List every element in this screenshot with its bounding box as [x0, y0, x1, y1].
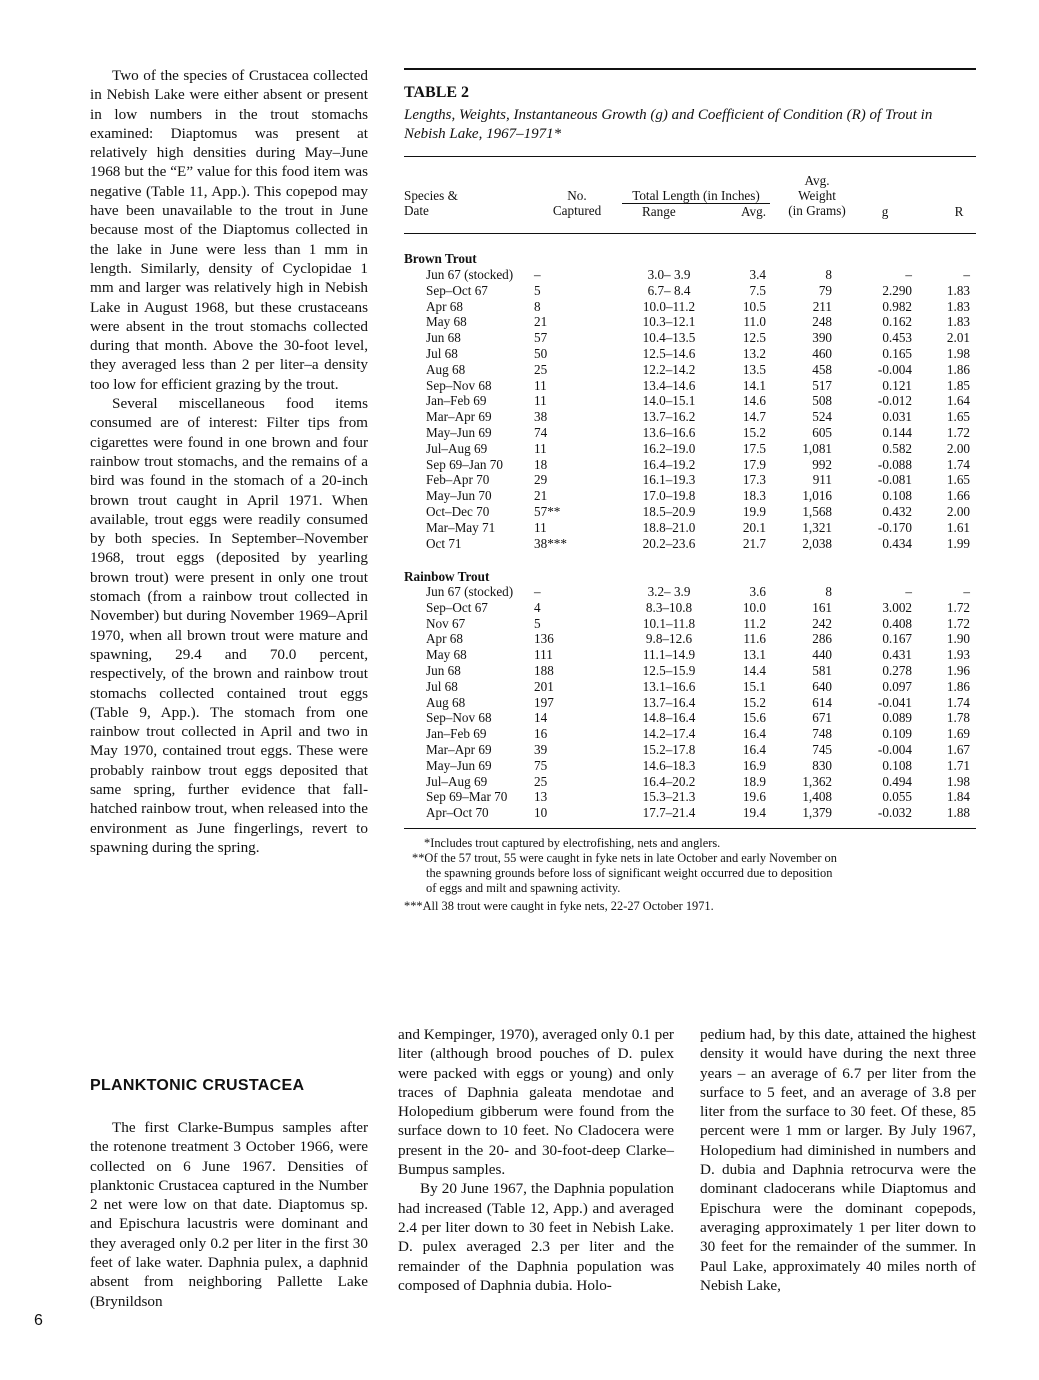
rainbow-row — [404, 789, 976, 805]
cell-captured: 197 — [534, 694, 554, 710]
cell-date: May 68 — [426, 647, 467, 663]
cell-length-avg: 12.5 — [742, 330, 766, 346]
cell-length-avg: 18.9 — [742, 773, 766, 789]
cell-condition-r: 1.85 — [946, 377, 970, 393]
cell-growth-g: 0.109 — [882, 726, 912, 742]
header-no-captured: No. Captured — [552, 188, 602, 218]
cell-length-avg: 3.4 — [749, 267, 766, 282]
header-total-length: Total Length (in Inches) Range Avg. — [622, 188, 770, 219]
brown-row — [404, 330, 976, 346]
cell-weight: 671 — [812, 710, 832, 726]
cell-growth-g: 0.431 — [882, 647, 912, 663]
cell-date: May–Jun 70 — [426, 488, 492, 504]
cell-date: Oct 71 — [426, 535, 462, 551]
cell-captured: 75 — [534, 757, 548, 773]
rainbow-row — [404, 695, 976, 711]
cell-growth-g: 0.144 — [882, 425, 912, 440]
cell-condition-r: – — [963, 267, 970, 282]
cell-growth-g: 3.002 — [882, 599, 912, 615]
cell-date: Sep–Nov 68 — [426, 377, 492, 393]
cell-growth-g: 0.494 — [882, 773, 912, 789]
cell-length-range: 13.7–16.2 — [642, 409, 696, 425]
planktonic-column — [90, 1118, 368, 1311]
table-bottom-rule — [404, 828, 976, 829]
cell-growth-g: 0.165 — [882, 346, 912, 361]
planktonic-paragraph: The first Clarke-Bumpus samples after the rotenone treatment 3 October 1966, were collected on 6 June 1967. Densities of planktonic Crustacea captured in the Number 2 net were low on that date. Diaptomus sp. and Epischura lacustris were dominant and they averaged only 0.2 per liter in the first 30 feet of lake water. Daphnia pulex, a daphnid absent from neighboring Pallette Lake (Brynildson — [90, 1119, 368, 1310]
cell-date: May–Jun 69 — [426, 425, 492, 440]
cell-condition-r: – — [963, 584, 970, 599]
cell-growth-g: 0.453 — [882, 330, 912, 346]
cell-captured: 188 — [534, 663, 554, 678]
cell-condition-r: 1.84 — [946, 789, 970, 805]
cell-condition-r: 1.66 — [946, 488, 970, 504]
cell-weight: 830 — [812, 757, 832, 773]
cell-growth-g: -0.004 — [877, 361, 912, 377]
cell-condition-r: 2.00 — [946, 504, 970, 519]
brown-row — [404, 362, 976, 378]
cell-length-avg: 10.5 — [742, 298, 766, 314]
right-column — [700, 1025, 976, 1295]
cell-length-avg: 15.2 — [742, 425, 766, 440]
cell-weight: 517 — [812, 377, 832, 393]
table-top-rule — [404, 68, 976, 70]
cell-growth-g: 0.121 — [882, 377, 912, 393]
rainbow-row — [404, 584, 976, 600]
caption-rule — [404, 156, 976, 157]
cell-weight: 390 — [812, 330, 832, 346]
cell-captured: 21 — [534, 488, 548, 504]
table-caption: Lengths, Weights, Instantaneous Growth (g) and Coefficient of Condition (R) of Trout in Nebish Lake, 1967–1971* — [404, 107, 933, 142]
cell-length-avg: 13.5 — [742, 361, 766, 377]
cell-growth-g: -0.081 — [877, 472, 912, 488]
brown-row — [404, 378, 976, 394]
cell-condition-r: 1.65 — [946, 409, 970, 425]
cell-length-avg: 19.9 — [742, 504, 766, 519]
cell-captured: 38*** — [534, 535, 567, 551]
middle-paragraph-1: and Kempinger, 1970), averaged only 0.1 per liter (although brood pouches of D. pulex were packed with eggs or young) and only traces of Daphnia galeata mendotae and Holopedium gibberum were found from the surface down to 10 feet. No Cladocera were present in the 20- and 30-foot-deep Clarke–Bumpus samples. — [398, 1026, 674, 1179]
cell-length-avg: 15.6 — [742, 710, 766, 726]
cell-growth-g: -0.004 — [877, 742, 912, 757]
cell-date: Sep–Nov 68 — [426, 710, 492, 726]
cell-length-avg: 13.1 — [742, 647, 766, 663]
cell-date: Jun 67 (stocked) — [426, 267, 514, 282]
cell-length-range: 18.8–21.0 — [642, 519, 696, 535]
rainbow-row — [404, 631, 976, 647]
cell-growth-g: 0.167 — [882, 631, 912, 647]
cell-condition-r: 1.98 — [946, 773, 970, 789]
cell-condition-r: 2.01 — [946, 330, 970, 346]
cell-condition-r: 1.96 — [946, 663, 970, 678]
cell-growth-g: -0.088 — [877, 456, 912, 472]
cell-date: Apr–Oct 70 — [426, 805, 489, 821]
cell-length-avg: 18.3 — [742, 488, 766, 504]
header-rule — [404, 233, 976, 234]
cell-captured: 39 — [534, 742, 548, 757]
rainbow-row — [404, 726, 976, 742]
cell-length-range: 10.4–13.5 — [642, 330, 696, 346]
cell-length-avg: 14.1 — [742, 377, 766, 393]
cell-length-range: 18.5–20.9 — [642, 504, 696, 519]
cell-date: Jul–Aug 69 — [426, 773, 488, 789]
cell-weight: 460 — [812, 346, 832, 361]
cell-condition-r: 1.74 — [946, 456, 970, 472]
page-number: 6 — [34, 1312, 43, 1329]
cell-growth-g: 0.432 — [882, 504, 912, 519]
cell-length-range: 17.0–19.8 — [642, 488, 696, 504]
footnote-2-line-3: of eggs and milt and spawning activity. — [426, 881, 621, 895]
cell-captured: 29 — [534, 472, 548, 488]
cell-condition-r: 1.98 — [946, 346, 970, 361]
brown-trout-label: Brown Trout — [404, 251, 477, 266]
cell-condition-r: 1.93 — [946, 647, 970, 663]
middle-paragraph-2: By 20 June 1967, the Daphnia population had increased (Table 12, App.) and averaged 2.4 per liter down to 30 feet in Nebish Lake. D. pulex averaged 2.3 per liter and the remainder of the Daphnia population was composed of Daphnia dubia. Holo- — [398, 1180, 674, 1294]
cell-length-avg: 20.1 — [742, 519, 766, 535]
cell-length-range: 13.6–16.6 — [642, 425, 696, 440]
cell-date: Apr 68 — [426, 298, 463, 314]
cell-weight: 458 — [812, 361, 832, 377]
cell-captured: 25 — [534, 773, 548, 789]
cell-weight: 211 — [812, 298, 832, 314]
cell-condition-r: 1.67 — [946, 742, 970, 757]
cell-length-avg: 10.0 — [742, 599, 766, 615]
cell-growth-g: 0.055 — [882, 789, 912, 805]
brown-row — [404, 267, 976, 283]
rainbow-row — [404, 774, 976, 790]
cell-date: Sep 69–Mar 70 — [426, 789, 508, 805]
cell-length-range: 10.3–12.1 — [642, 314, 696, 330]
footnote-2-line-2: the spawning grounds before loss of significant weight occurred due to deposition — [426, 866, 833, 880]
cell-captured: 11 — [534, 393, 547, 409]
cell-length-range: 14.2–17.4 — [642, 726, 696, 742]
cell-captured: 18 — [534, 456, 548, 472]
cell-date: Mar–Apr 69 — [426, 742, 492, 757]
cell-captured: 5 — [534, 282, 541, 298]
cell-length-range: 3.0– 3.9 — [647, 267, 691, 282]
cell-date: May 68 — [426, 314, 467, 330]
cell-length-avg: 15.1 — [742, 678, 766, 694]
cell-length-avg: 14.4 — [742, 663, 766, 678]
cell-length-avg: 19.6 — [742, 789, 766, 805]
cell-condition-r: 1.61 — [946, 519, 970, 535]
cell-condition-r: 1.65 — [946, 472, 970, 488]
cell-length-range: 20.2–23.6 — [642, 535, 696, 551]
cell-weight: 1,568 — [802, 504, 832, 519]
cell-length-range: 13.7–16.4 — [642, 694, 696, 710]
cell-length-avg: 14.6 — [742, 393, 766, 409]
cell-length-avg: 15.2 — [742, 694, 766, 710]
cell-date: Nov 67 — [426, 615, 466, 631]
cell-length-range: 12.5–15.9 — [642, 663, 696, 678]
cell-date: Aug 68 — [426, 361, 466, 377]
cell-date: Jan–Feb 69 — [426, 726, 487, 742]
cell-length-range: 8.3–10.8 — [645, 599, 693, 615]
cell-growth-g: 0.408 — [882, 615, 912, 631]
cell-condition-r: 1.88 — [946, 805, 970, 821]
cell-growth-g: 0.582 — [882, 440, 912, 456]
cell-captured: 74 — [534, 425, 548, 440]
right-paragraph: pedium had, by this date, attained the highest density it would have during the next three years – an average of 6.7 per liter from the surface to 5 feet, and an average of 3.8 per liter from the surface to 30 feet. Of these, 85 percent were 1 mm or larger. By July 1967, Holopedium had diminished in numbers and D. dubia and Daphnia retrocurva were the dominant cladocerans while Diaptomus and Epischura were the dominant copepods, averaging approximately 1 per liter down to 30 feet for the remainder of the summer. In Paul Lake, approximately 40 miles north of Nebish Lake, — [700, 1026, 976, 1294]
footnote-2-line-1: **Of the 57 trout, 55 were caught in fyke nets in late October and early November on — [412, 851, 837, 865]
cell-weight: 1,321 — [802, 519, 832, 535]
cell-length-avg: 16.9 — [742, 757, 766, 773]
cell-condition-r: 1.71 — [946, 757, 970, 773]
cell-weight: 992 — [812, 456, 832, 472]
cell-condition-r: 1.99 — [946, 535, 970, 551]
cell-condition-r: 1.83 — [946, 314, 970, 330]
cell-length-avg: 16.4 — [742, 742, 766, 757]
cell-growth-g: 0.097 — [882, 678, 912, 694]
cell-length-range: 14.0–15.1 — [642, 393, 696, 409]
cell-weight: 581 — [812, 663, 832, 678]
cell-date: May–Jun 69 — [426, 757, 492, 773]
cell-length-range: 14.6–18.3 — [642, 757, 696, 773]
cell-growth-g: – — [905, 584, 912, 599]
brown-row — [404, 536, 976, 552]
cell-weight: 1,408 — [802, 789, 832, 805]
rainbow-row — [404, 758, 976, 774]
cell-date: Jun 68 — [426, 330, 461, 346]
cell-growth-g: 0.108 — [882, 757, 912, 773]
rainbow-row — [404, 616, 976, 632]
cell-condition-r: 1.83 — [946, 298, 970, 314]
cell-captured: 38 — [534, 409, 548, 425]
cell-length-range: 11.1–14.9 — [642, 647, 696, 663]
brown-row — [404, 409, 976, 425]
cell-captured: 11 — [534, 519, 547, 535]
rainbow-row — [404, 805, 976, 821]
cell-length-avg: 11.0 — [743, 314, 766, 330]
header-species: Species & Date — [404, 188, 458, 218]
left-paragraph-1: Two of the species of Crustacea collected in Nebish Lake were either absent or present in low numbers in the trout stomachs examined: Diaptomus was present at relatively high densities during May–June 1968 but the “E” value for this food item was negative (Table 11, App.). This copepod may have been unavailable to the trout in June because most of the Diaptomus collected in the lake in June were less than 1 mm in length. Similarly, density of Cyclopidae 1 mm and larger was relatively high in Nebish Lake in August 1968, but these crustaceans were absent in the trout stomachs collected during that month. Above the 30-foot level, they averaged less than 2 per liter–a density too low for efficient grazing by the trout. — [90, 67, 368, 393]
middle-column — [398, 1025, 674, 1295]
cell-condition-r: 1.74 — [946, 694, 970, 710]
cell-captured: 16 — [534, 726, 548, 742]
cell-date: Jun 68 — [426, 663, 461, 678]
cell-weight: 79 — [818, 282, 832, 298]
rainbow-row — [404, 710, 976, 726]
cell-condition-r: 1.86 — [946, 361, 970, 377]
cell-length-range: 13.1–16.6 — [642, 678, 696, 694]
cell-weight: 745 — [812, 742, 832, 757]
cell-condition-r: 1.69 — [946, 726, 970, 742]
cell-condition-r: 1.83 — [946, 282, 970, 298]
cell-condition-r: 1.90 — [946, 631, 970, 647]
cell-length-range: 3.2– 3.9 — [647, 584, 691, 599]
brown-row — [404, 457, 976, 473]
cell-condition-r: 1.72 — [946, 599, 970, 615]
rainbow-trout-label: Rainbow Trout — [404, 569, 490, 584]
cell-condition-r: 2.00 — [946, 440, 970, 456]
cell-captured: 50 — [534, 346, 548, 361]
cell-weight: 1,081 — [802, 440, 832, 456]
cell-growth-g: -0.032 — [877, 805, 912, 821]
rainbow-row — [404, 663, 976, 679]
cell-weight: 524 — [812, 409, 832, 425]
cell-weight: 1,362 — [802, 773, 832, 789]
cell-date: Jul–Aug 69 — [426, 440, 488, 456]
footnote-1: *Includes trout captured by electrofishing, nets and anglers. — [424, 836, 721, 850]
cell-captured: 13 — [534, 789, 548, 805]
cell-length-avg: 17.9 — [742, 456, 766, 472]
cell-date: Apr 68 — [426, 631, 463, 647]
cell-weight: 286 — [812, 631, 832, 647]
cell-length-avg: 3.6 — [749, 584, 766, 599]
cell-captured: 57 — [534, 330, 548, 346]
cell-captured: 136 — [534, 631, 554, 647]
cell-length-range: 16.4–19.2 — [642, 456, 696, 472]
cell-length-avg: 21.7 — [742, 535, 766, 551]
cell-condition-r: 1.72 — [946, 615, 970, 631]
cell-weight: 1,379 — [802, 805, 832, 821]
brown-row — [404, 520, 976, 536]
brown-row — [404, 504, 976, 520]
brown-row — [404, 283, 976, 299]
cell-length-avg: 16.4 — [742, 726, 766, 742]
brown-row — [404, 314, 976, 330]
cell-growth-g: 0.031 — [882, 409, 912, 425]
cell-weight: 161 — [812, 599, 832, 615]
brown-row — [404, 425, 976, 441]
cell-date: Sep–Oct 67 — [426, 599, 488, 615]
cell-weight: 748 — [812, 726, 832, 742]
cell-length-avg: 17.3 — [742, 472, 766, 488]
rainbow-row — [404, 647, 976, 663]
cell-length-avg: 19.4 — [742, 805, 766, 821]
cell-length-range: 15.2–17.8 — [642, 742, 696, 757]
cell-captured: 4 — [534, 599, 541, 615]
cell-captured: – — [534, 267, 541, 282]
cell-condition-r: 1.86 — [946, 678, 970, 694]
cell-date: Feb–Apr 70 — [426, 472, 490, 488]
cell-weight: 640 — [812, 678, 832, 694]
cell-captured: 14 — [534, 710, 548, 726]
cell-length-range: 6.7– 8.4 — [647, 282, 691, 298]
cell-growth-g: -0.170 — [877, 519, 912, 535]
rainbow-row — [404, 600, 976, 616]
cell-captured: 11 — [534, 377, 547, 393]
cell-length-avg: 13.2 — [742, 346, 766, 361]
rainbow-row — [404, 742, 976, 758]
cell-condition-r: 1.64 — [946, 393, 970, 409]
cell-weight: 8 — [825, 267, 832, 282]
cell-length-range: 10.0–11.2 — [642, 298, 696, 314]
footnote-3: ***All 38 trout were caught in fyke nets, 22-27 October 1971. — [404, 899, 714, 913]
left-paragraph-2: Several miscellaneous food items consumed are of interest: Filter tips from cigarettes were found in one brown and four rainbow trout stomachs, and the remains of a bird was found in the stomach of a 20-inch brown trout caught in April 1971. When available, trout eggs were readily consumed by both species. In September–November 1968, trout eggs (deposited by yearling brown trout) were present in only one trout stomach (from a rainbow trout collected in November) but during November 1969–April 1970, when all brown trout were mature and spawning, 29.4 and 70.0 percent, respectively, of the brown and rainbow trout stomachs collected contained trout eggs (Table 9, App.). The stomach from one rainbow trout collected in April and two in May 1970, contained trout eggs. These were probably rainbow trout eggs deposited that same spring, further evidence that fall-hatched rainbow trout, when released into the environment as June fingerlings, revert to spawning during the spring. — [90, 395, 368, 856]
cell-date: Sep–Oct 67 — [426, 282, 488, 298]
cell-date: Jul 68 — [426, 346, 458, 361]
cell-date: Aug 68 — [426, 694, 466, 710]
cell-weight: 2,038 — [802, 535, 832, 551]
cell-growth-g: -0.012 — [877, 393, 912, 409]
cell-weight: 248 — [812, 314, 832, 330]
cell-date: Mar–Apr 69 — [426, 409, 492, 425]
cell-weight: 8 — [825, 584, 832, 599]
brown-row — [404, 441, 976, 457]
cell-captured: 10 — [534, 805, 548, 821]
cell-weight: 614 — [812, 694, 832, 710]
cell-date: Mar–May 71 — [426, 519, 496, 535]
brown-row — [404, 472, 976, 488]
cell-length-avg: 17.5 — [742, 440, 766, 456]
cell-captured: 201 — [534, 678, 554, 694]
brown-row — [404, 393, 976, 409]
cell-weight: 911 — [812, 472, 832, 488]
header-avg-weight: Avg. Weight (in Grams) — [788, 173, 846, 218]
cell-length-avg: 11.6 — [743, 631, 766, 647]
cell-condition-r: 1.72 — [946, 425, 970, 440]
cell-length-range: 16.4–20.2 — [642, 773, 696, 789]
cell-captured: 57** — [534, 504, 561, 519]
cell-captured: 25 — [534, 361, 548, 377]
cell-captured: – — [534, 584, 541, 599]
cell-growth-g: – — [905, 267, 912, 282]
cell-length-range: 17.7–21.4 — [642, 805, 696, 821]
brown-row — [404, 488, 976, 504]
cell-length-range: 12.5–14.6 — [642, 346, 696, 361]
cell-length-range: 13.4–14.6 — [642, 377, 696, 393]
cell-captured: 11 — [534, 440, 547, 456]
cell-weight: 1,016 — [802, 488, 832, 504]
header-g: g — [881, 204, 889, 219]
cell-growth-g: -0.041 — [877, 694, 912, 710]
cell-growth-g: 0.982 — [882, 298, 912, 314]
cell-length-avg: 14.7 — [742, 409, 766, 425]
cell-weight: 605 — [812, 425, 832, 440]
cell-growth-g: 0.434 — [882, 535, 912, 551]
header-r: R — [954, 204, 964, 219]
cell-length-avg: 11.2 — [743, 615, 766, 631]
cell-date: Sep 69–Jan 70 — [426, 456, 503, 472]
cell-condition-r: 1.78 — [946, 710, 970, 726]
cell-weight: 508 — [812, 393, 832, 409]
cell-date: Oct–Dec 70 — [426, 504, 490, 519]
cell-captured: 111 — [534, 647, 553, 663]
section-heading-planktonic-crustacea: PLANKTONIC CRUSTACEA — [90, 1077, 305, 1094]
cell-length-range: 12.2–14.2 — [642, 361, 696, 377]
cell-growth-g: 0.089 — [882, 710, 912, 726]
cell-length-range: 9.8–12.6 — [645, 631, 693, 647]
table-label: TABLE 2 — [404, 84, 470, 101]
cell-length-range: 10.1–11.8 — [642, 615, 696, 631]
cell-captured: 21 — [534, 314, 548, 330]
cell-date: Jun 67 (stocked) — [426, 584, 514, 599]
cell-growth-g: 2.290 — [882, 282, 912, 298]
cell-length-range: 14.8–16.4 — [642, 710, 696, 726]
left-column — [90, 66, 368, 857]
cell-weight: 242 — [812, 615, 832, 631]
rainbow-row — [404, 679, 976, 695]
cell-weight: 440 — [812, 647, 832, 663]
cell-length-avg: 7.5 — [749, 282, 766, 298]
cell-growth-g: 0.108 — [882, 488, 912, 504]
cell-captured: 8 — [534, 298, 541, 314]
cell-growth-g: 0.162 — [882, 314, 912, 330]
cell-growth-g: 0.278 — [882, 663, 912, 678]
brown-row — [404, 299, 976, 315]
cell-captured: 5 — [534, 615, 541, 631]
cell-date: Jul 68 — [426, 678, 458, 694]
brown-row — [404, 346, 976, 362]
cell-length-range: 16.2–19.0 — [642, 440, 696, 456]
cell-length-range: 16.1–19.3 — [642, 472, 696, 488]
cell-length-range: 15.3–21.3 — [642, 789, 696, 805]
cell-date: Jan–Feb 69 — [426, 393, 487, 409]
